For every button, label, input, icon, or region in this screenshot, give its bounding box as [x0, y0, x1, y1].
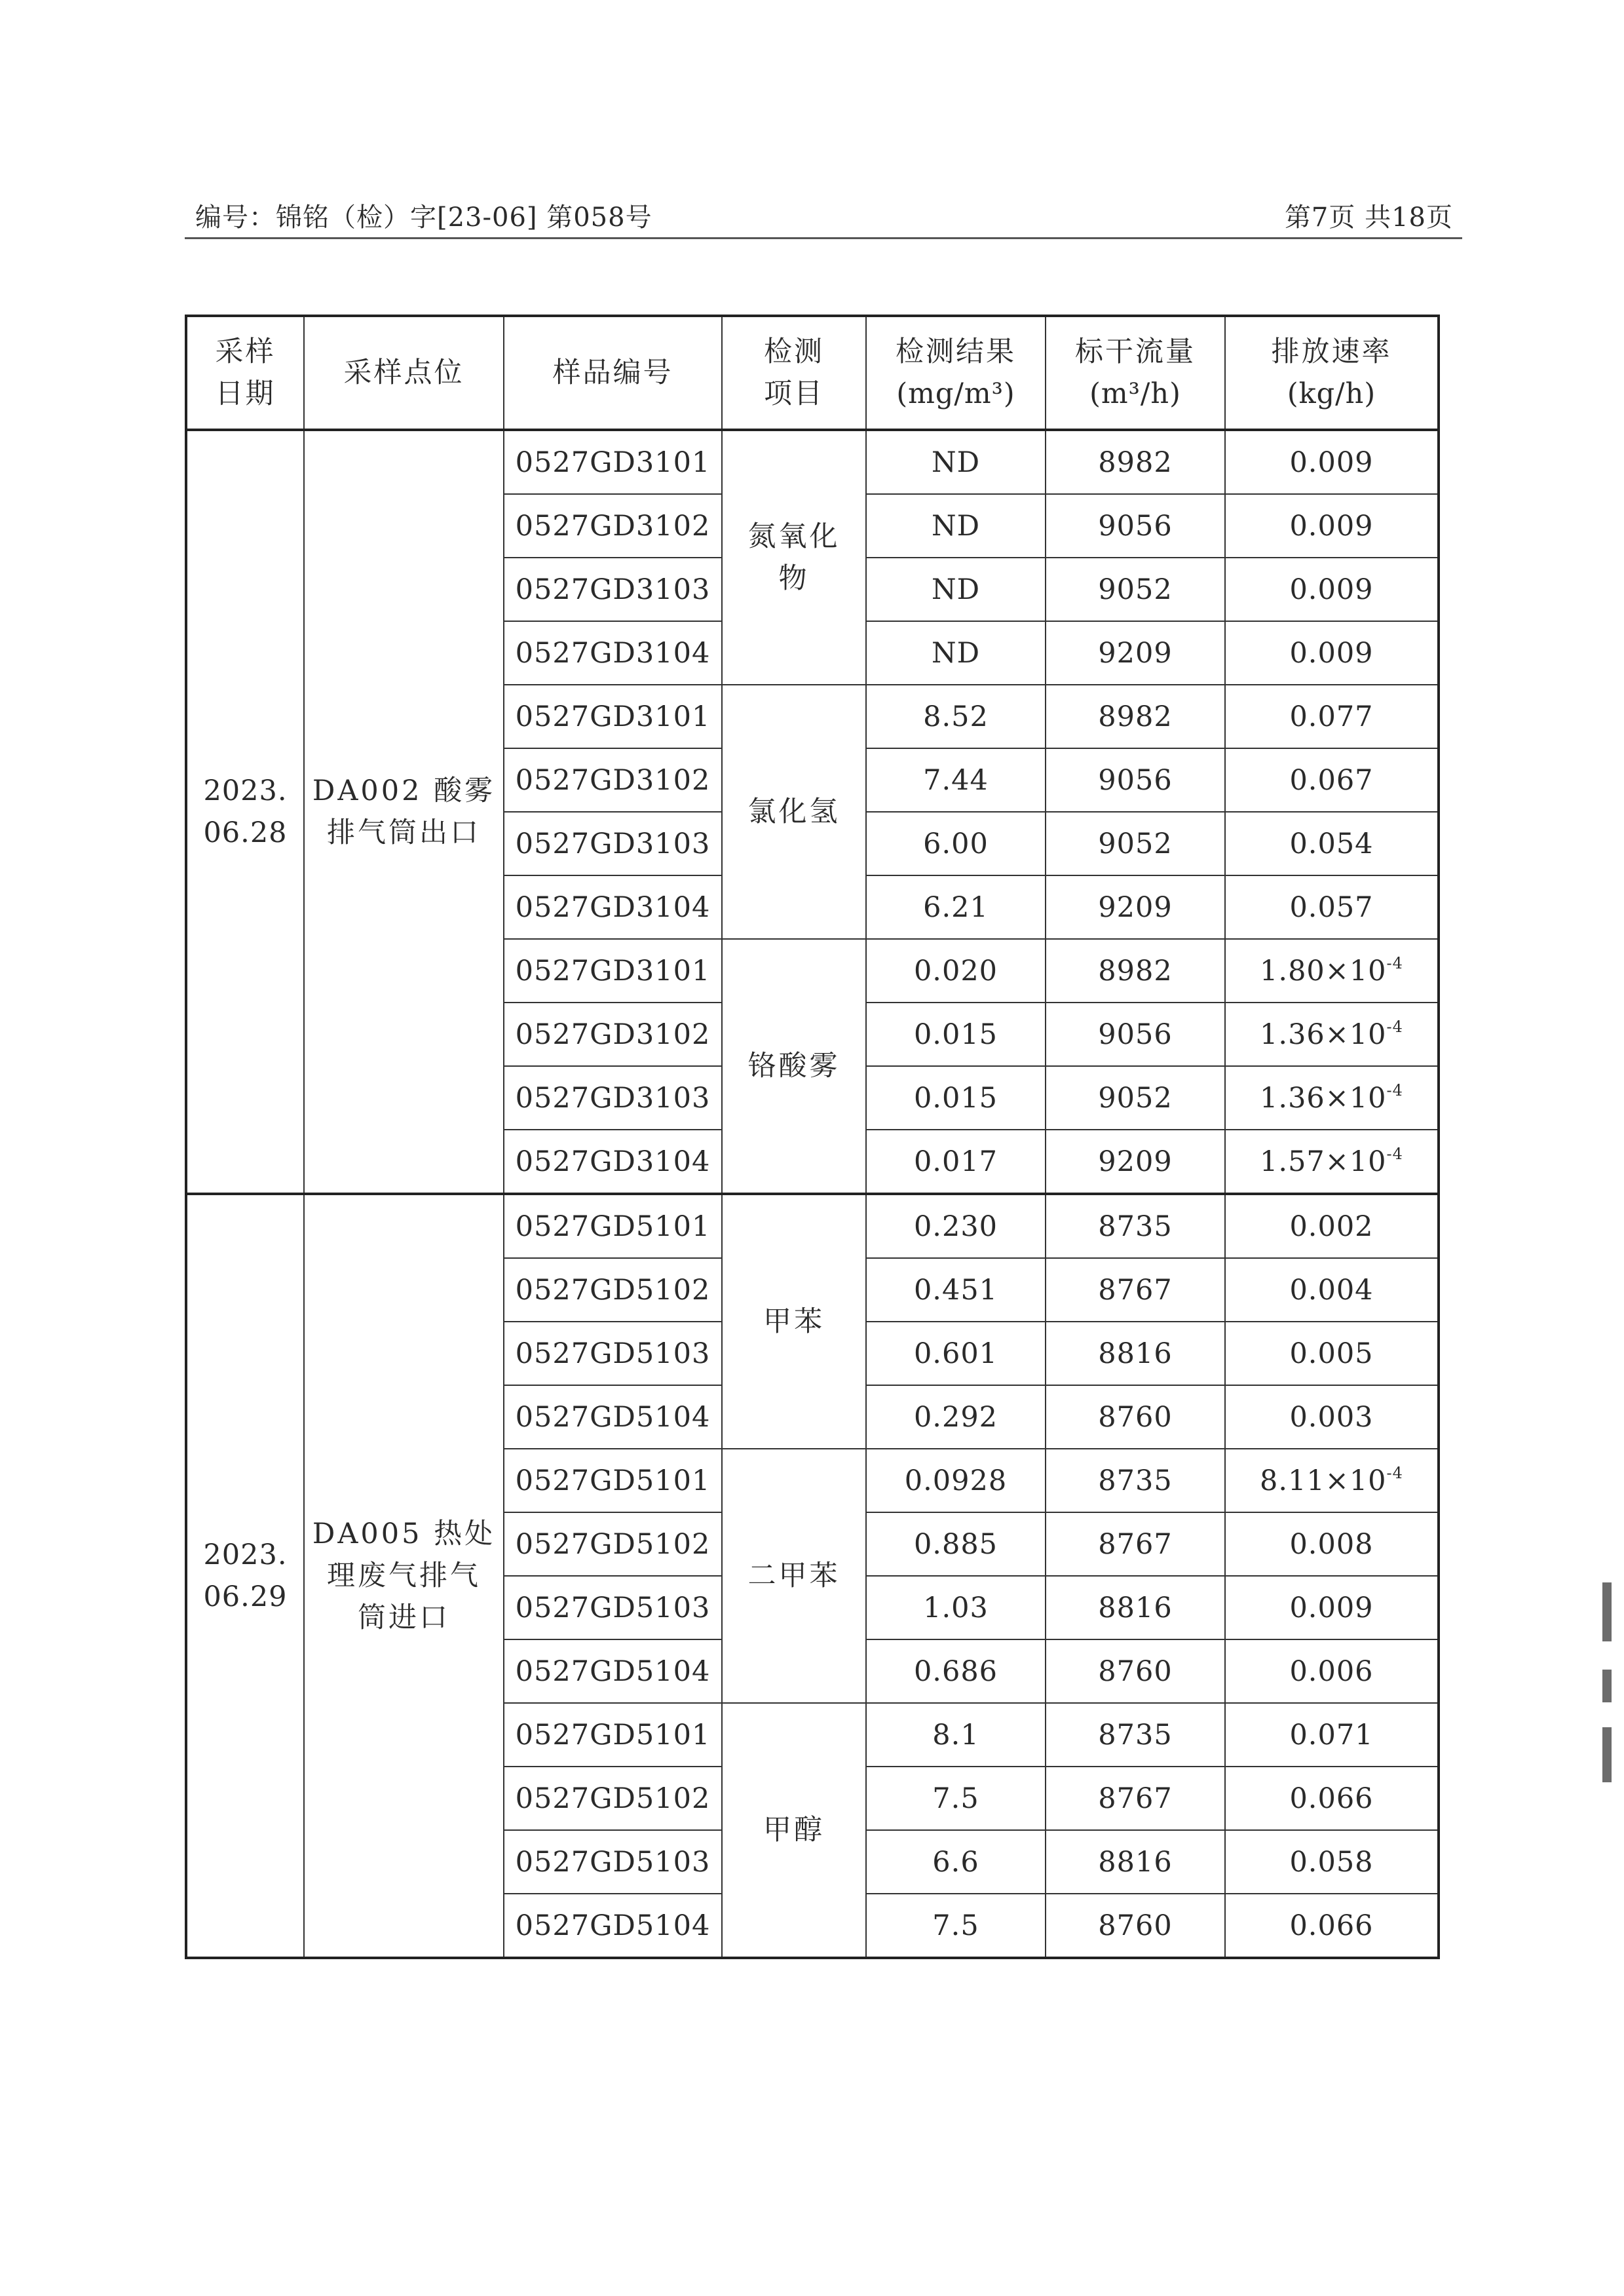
- flow-rate-cell: 8816: [1046, 1576, 1225, 1639]
- test-result-cell: 0.0928: [866, 1449, 1046, 1512]
- emission-rate-value: 0.071: [1289, 1718, 1374, 1751]
- test-result-cell: 0.601: [866, 1322, 1046, 1385]
- col-test-result-label: 检测结果: [896, 335, 1016, 368]
- flow-rate-cell: 8760: [1046, 1385, 1225, 1449]
- test-result-cell: 7.44: [866, 748, 1046, 812]
- emission-rate-cell: [1225, 621, 1439, 685]
- flow-rate-cell: 8735: [1046, 1703, 1225, 1767]
- col-sample-id: 样品编号: [504, 316, 722, 430]
- emission-rate-exponent: -4: [1386, 1463, 1403, 1482]
- test-item-cell: [722, 939, 866, 1194]
- sampling-point-line: 排气筒出口: [327, 816, 481, 849]
- emission-rate-cell: [1225, 1003, 1439, 1066]
- test-result-cell: 0.686: [866, 1639, 1046, 1703]
- test-result-cell: 6.6: [866, 1830, 1046, 1894]
- test-result-cell: 0.230: [866, 1194, 1046, 1258]
- sample-id-cell: 0527GD3103: [504, 1066, 722, 1130]
- flow-rate-cell: 9052: [1046, 812, 1225, 875]
- col-sampling-date: 采样日期: [186, 316, 304, 430]
- test-item-line: 氮氧化: [747, 520, 840, 553]
- col-flow-rate-label: 标干流量: [1075, 335, 1196, 368]
- test-result-cell: 0.020: [866, 939, 1046, 1003]
- sample-id-cell: 0527GD5103: [504, 1830, 722, 1894]
- emission-rate-value: 0.057: [1289, 890, 1374, 924]
- sample-id-cell: 0527GD3101: [504, 685, 722, 748]
- test-result-cell: ND: [866, 494, 1046, 558]
- emission-rate-value: 0.054: [1289, 827, 1374, 860]
- flow-rate-cell: 8982: [1046, 430, 1225, 494]
- sample-id-cell: 0527GD5104: [504, 1639, 722, 1703]
- test-result-cell: 7.5: [866, 1767, 1046, 1830]
- emission-rate-cell: [1225, 939, 1439, 1003]
- flow-rate-cell: 8760: [1046, 1894, 1225, 1958]
- sample-id-cell: 0527GD5104: [504, 1894, 722, 1958]
- sample-id-cell: 0527GD5101: [504, 1703, 722, 1767]
- flow-rate-cell: 9056: [1046, 494, 1225, 558]
- sample-id-cell: 0527GD3101: [504, 939, 722, 1003]
- test-item-cell: [722, 685, 866, 939]
- emission-rate-value: 0.002: [1289, 1210, 1374, 1243]
- test-item-line: 甲醇: [763, 1814, 825, 1846]
- emission-rate-cell: [1225, 1512, 1439, 1576]
- scan-edge-mark: [1602, 1582, 1612, 1641]
- sampling-point-line: DA005 热处: [312, 1518, 496, 1550]
- sampling-date-line: 2023.: [203, 1539, 288, 1571]
- test-result-cell: 8.52: [866, 685, 1046, 748]
- sample-id-cell: 0527GD3102: [504, 1003, 722, 1066]
- sampling-date-cell: [186, 430, 304, 1194]
- flow-rate-cell: 9209: [1046, 621, 1225, 685]
- flow-rate-cell: 8760: [1046, 1639, 1225, 1703]
- test-item-line: 氯化氢: [747, 795, 840, 828]
- emission-rate-value: 0.058: [1289, 1845, 1374, 1879]
- emission-rate-cell: [1225, 1894, 1439, 1958]
- sampling-point-line: 理废气排气: [327, 1559, 481, 1592]
- flow-rate-cell: 9056: [1046, 1003, 1225, 1066]
- flow-rate-cell: 8982: [1046, 685, 1225, 748]
- sample-id-cell: 0527GD5101: [504, 1194, 722, 1258]
- emission-rate-value: 0.066: [1289, 1909, 1374, 1942]
- flow-rate-cell: 8816: [1046, 1322, 1225, 1385]
- sampling-point-line: DA002 酸雾: [312, 775, 496, 807]
- emission-rate-cell: [1225, 1066, 1439, 1130]
- emission-rate-cell: [1225, 1194, 1439, 1258]
- flow-rate-cell: 9052: [1046, 558, 1225, 621]
- sample-id-cell: 0527GD5101: [504, 1449, 722, 1512]
- emission-rate-cell: [1225, 1449, 1439, 1512]
- test-item-cell: [722, 1194, 866, 1449]
- emission-rate-cell: [1225, 1703, 1439, 1767]
- flow-rate-cell: 8767: [1046, 1512, 1225, 1576]
- col-emission-rate-label: 排放速率: [1271, 335, 1392, 368]
- table-header: [186, 316, 1439, 430]
- test-results-table: [185, 315, 1440, 1959]
- sample-id-cell: 0527GD5102: [504, 1512, 722, 1576]
- sampling-point-cell: [304, 1194, 504, 1958]
- test-result-cell: 0.885: [866, 1512, 1046, 1576]
- test-item-cell: [722, 1449, 866, 1703]
- emission-rate-cell: [1225, 430, 1439, 494]
- sample-id-cell: 0527GD5104: [504, 1385, 722, 1449]
- emission-rate-value: 1.80×10: [1260, 954, 1387, 987]
- sample-id-cell: 0527GD5103: [504, 1322, 722, 1385]
- sampling-point-cell: [304, 430, 504, 1194]
- flow-rate-cell: 8982: [1046, 939, 1225, 1003]
- test-result-cell: 0.451: [866, 1258, 1046, 1322]
- emission-rate-cell: [1225, 558, 1439, 621]
- test-result-cell: 8.1: [866, 1703, 1046, 1767]
- document-number: 编号：锦铭（检）字[23-06] 第058号: [195, 202, 652, 233]
- emission-rate-cell: [1225, 1639, 1439, 1703]
- emission-rate-value: 1.36×10: [1260, 1018, 1387, 1051]
- flow-rate-cell: 9209: [1046, 1130, 1225, 1194]
- test-result-cell: 6.00: [866, 812, 1046, 875]
- emission-rate-cell: [1225, 1830, 1439, 1894]
- flow-rate-cell: 8735: [1046, 1449, 1225, 1512]
- test-item-cell: [722, 1703, 866, 1958]
- emission-rate-cell: [1225, 494, 1439, 558]
- emission-rate-cell: [1225, 1576, 1439, 1639]
- test-item-line: 物: [778, 562, 810, 595]
- emission-rate-value: 0.006: [1289, 1655, 1374, 1688]
- sample-id-cell: 0527GD3101: [504, 430, 722, 494]
- flow-rate-cell: 8767: [1046, 1767, 1225, 1830]
- sample-id-cell: 0527GD5103: [504, 1576, 722, 1639]
- header-divider: [185, 237, 1462, 239]
- emission-rate-exponent: -4: [1386, 1144, 1403, 1163]
- flow-rate-cell: 8767: [1046, 1258, 1225, 1322]
- col-test-item: 检测项目: [722, 316, 866, 430]
- emission-rate-cell: [1225, 1385, 1439, 1449]
- sample-id-cell: 0527GD3102: [504, 748, 722, 812]
- test-result-cell: ND: [866, 558, 1046, 621]
- emission-rate-value: 8.11×10: [1260, 1464, 1387, 1497]
- emission-rate-cell: [1225, 1258, 1439, 1322]
- sample-id-cell: 0527GD5102: [504, 1767, 722, 1830]
- test-result-cell: 0.292: [866, 1385, 1046, 1449]
- page-number: 第7页 共18页: [1284, 202, 1453, 233]
- test-result-cell: ND: [866, 621, 1046, 685]
- col-flow-rate-unit: (m³/h): [1089, 377, 1181, 410]
- emission-rate-value: 1.57×10: [1260, 1145, 1387, 1178]
- emission-rate-value: 0.004: [1289, 1273, 1374, 1307]
- flow-rate-cell: 9056: [1046, 748, 1225, 812]
- flow-rate-cell: 9209: [1046, 875, 1225, 939]
- sample-id-cell: 0527GD3103: [504, 812, 722, 875]
- sample-id-cell: 0527GD5102: [504, 1258, 722, 1322]
- sample-id-cell: 0527GD3103: [504, 558, 722, 621]
- emission-rate-cell: [1225, 1130, 1439, 1194]
- emission-rate-value: 0.067: [1289, 763, 1374, 797]
- test-result-cell: 7.5: [866, 1894, 1046, 1958]
- test-result-cell: ND: [866, 430, 1046, 494]
- emission-rate-value: 0.003: [1289, 1400, 1374, 1434]
- emission-rate-value: 0.009: [1289, 636, 1374, 670]
- emission-rate-value: 0.009: [1289, 1591, 1374, 1624]
- page-header: [195, 191, 1453, 232]
- sampling-date-line: 06.28: [203, 816, 288, 849]
- emission-rate-value: 0.077: [1289, 700, 1374, 733]
- col-flow-rate: [1046, 316, 1225, 430]
- test-result-cell: 0.015: [866, 1066, 1046, 1130]
- emission-rate-exponent: -4: [1386, 1081, 1403, 1100]
- test-item-line: 铬酸雾: [747, 1050, 840, 1082]
- emission-rate-cell: [1225, 685, 1439, 748]
- table-body: [186, 430, 1439, 1958]
- emission-rate-cell: [1225, 1767, 1439, 1830]
- col-sampling-point: 采样点位: [304, 316, 504, 430]
- test-result-cell: 1.03: [866, 1576, 1046, 1639]
- table-row: [186, 430, 1439, 494]
- emission-rate-value: 0.066: [1289, 1782, 1374, 1815]
- test-item-cell: [722, 430, 866, 685]
- sampling-date-line: 2023.: [203, 775, 288, 807]
- col-test-result: [866, 316, 1046, 430]
- emission-rate-cell: [1225, 812, 1439, 875]
- col-test-result-unit: (mg/m³): [896, 377, 1015, 410]
- emission-rate-value: 1.36×10: [1260, 1081, 1387, 1115]
- sampling-date-cell: [186, 1194, 304, 1958]
- flow-rate-cell: 9052: [1046, 1066, 1225, 1130]
- col-emission-rate-unit: (kg/h): [1287, 377, 1376, 410]
- test-result-cell: 6.21: [866, 875, 1046, 939]
- emission-rate-cell: [1225, 875, 1439, 939]
- emission-rate-cell: [1225, 1322, 1439, 1385]
- test-result-cell: 0.017: [866, 1130, 1046, 1194]
- sampling-point-line: 筒进口: [358, 1601, 450, 1634]
- test-item-line: 甲苯: [763, 1305, 825, 1338]
- header-row: [186, 316, 1439, 430]
- col-emission-rate: [1225, 316, 1439, 430]
- scan-edge-mark: [1602, 1727, 1612, 1782]
- emission-rate-value: 0.005: [1289, 1337, 1374, 1370]
- emission-rate-exponent: -4: [1386, 953, 1403, 972]
- scan-edge-mark: [1602, 1670, 1612, 1702]
- emission-rate-value: 0.009: [1289, 573, 1374, 606]
- sampling-date-line: 06.29: [203, 1580, 288, 1613]
- flow-rate-cell: 8735: [1046, 1194, 1225, 1258]
- test-result-cell: 0.015: [866, 1003, 1046, 1066]
- flow-rate-cell: 8816: [1046, 1830, 1225, 1894]
- sample-id-cell: 0527GD3102: [504, 494, 722, 558]
- emission-rate-value: 0.008: [1289, 1527, 1374, 1561]
- sample-id-cell: 0527GD3104: [504, 875, 722, 939]
- emission-rate-cell: [1225, 748, 1439, 812]
- test-item-line: 二甲苯: [747, 1559, 840, 1592]
- emission-rate-value: 0.009: [1289, 446, 1374, 479]
- sample-id-cell: 0527GD3104: [504, 621, 722, 685]
- sample-id-cell: 0527GD3104: [504, 1130, 722, 1194]
- emission-rate-value: 0.009: [1289, 509, 1374, 543]
- table-row: [186, 1194, 1439, 1258]
- emission-rate-exponent: -4: [1386, 1017, 1403, 1036]
